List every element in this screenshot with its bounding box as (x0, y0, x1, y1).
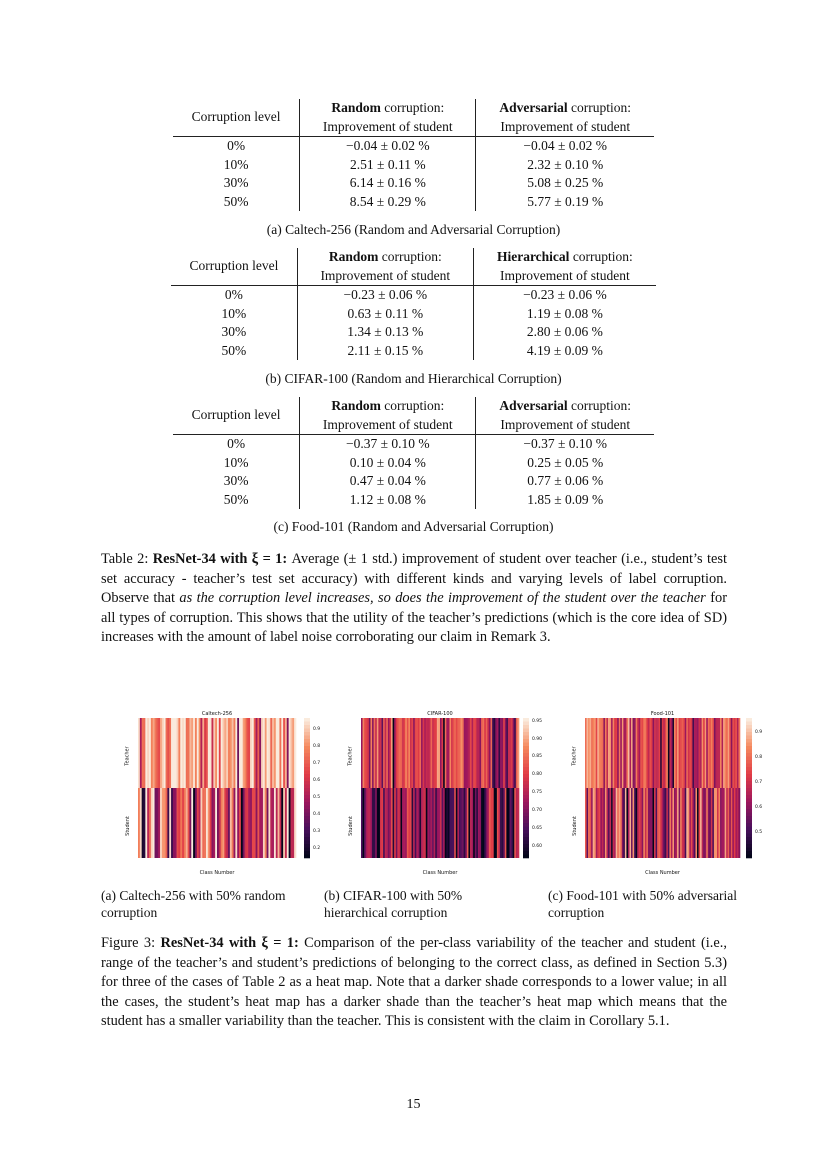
colorbar-segment (746, 855, 752, 859)
table-row: 0% −0.04 ± 0.02 % −0.04 ± 0.02 % (173, 137, 654, 156)
colorbar-segment (746, 753, 752, 757)
heatmap-title: CIFAR-100 (427, 711, 453, 717)
colorbar-tick: 0.3 (313, 829, 321, 835)
colorbar-segment (746, 736, 752, 740)
colorbar-segment (746, 743, 752, 747)
colorbar-tick: 0.5 (313, 795, 321, 801)
colorbar-segment (746, 816, 752, 820)
colorbar-segment (746, 844, 752, 848)
colorbar-segment (746, 757, 752, 761)
colorbar-tick: 0.6 (755, 805, 763, 810)
colorbar-segment (746, 841, 752, 845)
table-row: 30% 1.34 ± 0.13 % 2.80 ± 0.06 % (171, 323, 656, 342)
colorbar-segment (746, 820, 752, 824)
colorbar-segment (746, 823, 752, 827)
colorbar-segment (746, 722, 752, 726)
colorbar-segment (746, 837, 752, 841)
table-row: 50% 1.12 ± 0.08 % 1.85 ± 0.09 % (173, 491, 654, 510)
colorbar-tick: 0.60 (532, 844, 543, 850)
header-random: Random corruption: Improvement of student (300, 99, 476, 137)
colorbar-segment (746, 813, 752, 817)
colorbar-tick: 0.70 (532, 808, 543, 814)
colorbar-tick: 0.75 (532, 790, 543, 796)
header-adversarial: Adversarial corruption: Improvement of student (476, 397, 654, 435)
colorbar-segment (746, 851, 752, 855)
colorbar-segment (746, 792, 752, 796)
heatmap-title: Caltech-256 (201, 711, 233, 717)
colorbar-tick: 0.90 (532, 736, 543, 742)
heatmap-row-label: Student (571, 816, 578, 836)
colorbar-tick: 0.7 (313, 761, 321, 767)
colorbar-tick: 0.9 (755, 730, 763, 735)
colorbar-segment (746, 729, 752, 733)
heatmap-title: Food-101 (650, 711, 675, 717)
colorbar-segment (746, 778, 752, 782)
colorbar-segment (746, 746, 752, 750)
heatmap-xlabel: Class Number (422, 870, 458, 876)
header-corruption-level: Corruption level (173, 397, 300, 435)
heatmap-row-label: Student (347, 816, 354, 836)
table-row: 0% −0.23 ± 0.06 % −0.23 ± 0.06 % (171, 286, 656, 305)
colorbar-segment (746, 788, 752, 792)
colorbar-segment (746, 750, 752, 754)
colorbar-tick: 0.65 (532, 826, 543, 832)
colorbar-segment (746, 760, 752, 764)
header-random: Random corruption: Improvement of student (300, 397, 476, 435)
colorbar-tick: 0.6 (313, 778, 321, 784)
table-row: 30% 6.14 ± 0.16 % 5.08 ± 0.25 % (173, 174, 654, 193)
colorbar-segment (746, 848, 752, 852)
colorbar-tick: 0.8 (313, 744, 321, 750)
colorbar-tick: 0.95 (532, 718, 543, 724)
figure-caption-a: (a) Caltech-256 with 50% random corruption (101, 888, 286, 920)
heatmap-cell (738, 718, 740, 788)
header-hierarchical: Hierarchical corruption: Improvement of student (473, 248, 656, 286)
table-row: 30% 0.47 ± 0.04 % 0.77 ± 0.06 % (173, 472, 654, 491)
colorbar-segment (746, 795, 752, 799)
table-row: 50% 2.11 ± 0.15 % 4.19 ± 0.09 % (171, 342, 656, 361)
header-corruption-level: Corruption level (171, 248, 297, 286)
table-caption-a: (a) Caltech-256 (Random and Adversarial Corruption) (266, 222, 561, 237)
heatmap-cell (738, 788, 740, 858)
colorbar-segment (746, 806, 752, 810)
figure3-caption: Figure 3: ResNet-34 with ξ = 1: Comparison of the per-class variability of the teacher and student (i.e., range of the teacher’s and student’s predictions of belonging to the correct class, as defined in Section 5.3) for three of the cases of Table 2 as a heat map. Note that a darker shade corresponds to a lower value; in all the cases, the student’s heat map has a darker shade than the teacher’s heat map which means that the student has a smaller variability than the teacher. This is consistent with the claim in Corollary 5.1. (101, 935, 727, 1030)
colorbar-tick: 0.80 (532, 772, 543, 778)
colorbar-tick: 0.9 (313, 726, 321, 732)
colorbar-segment (746, 809, 752, 813)
colorbar-segment (746, 771, 752, 775)
table-row: 10% 0.63 ± 0.11 % 1.19 ± 0.08 % (171, 305, 656, 324)
colorbar-segment (746, 834, 752, 838)
colorbar-segment (746, 799, 752, 803)
heatmap-xlabel: Class Number (199, 870, 235, 876)
colorbar-segment (746, 802, 752, 806)
colorbar-segment (746, 764, 752, 768)
colorbar-segment (746, 827, 752, 831)
figure-caption-b: (b) CIFAR-100 with 50% hierarchical corruption (324, 888, 463, 920)
colorbar-segment (746, 725, 752, 729)
table-caption-c: (c) Food-101 (Random and Adversarial Corruption) (273, 519, 554, 534)
heatmap-row-label: Student (124, 816, 131, 836)
header-random: Random corruption: Improvement of student (297, 248, 473, 286)
colorbar-tick: 0.8 (755, 755, 763, 760)
page-number: 15 (406, 1097, 421, 1112)
colorbar-segment (746, 739, 752, 743)
heatmap-row-label: Teacher (571, 746, 578, 766)
colorbar-tick: 0.2 (313, 846, 321, 852)
header-corruption-level: Corruption level (173, 99, 300, 137)
colorbar-segment (746, 830, 752, 834)
table-caption-b: (b) CIFAR-100 (Random and Hierarchical Corruption) (265, 371, 562, 386)
table-row: 10% 0.10 ± 0.04 % 0.25 ± 0.05 % (173, 454, 654, 473)
heatmap-xlabel: Class Number (645, 870, 680, 876)
table-row: 50% 8.54 ± 0.29 % 5.77 ± 0.19 % (173, 193, 654, 212)
colorbar-tick: 0.4 (313, 812, 321, 818)
colorbar-segment (746, 785, 752, 789)
colorbar-segment (746, 718, 752, 722)
heatmap-row-label: Teacher (347, 746, 354, 766)
colorbar-segment (746, 774, 752, 778)
colorbar-tick: 0.7 (755, 780, 763, 785)
colorbar-tick: 0.5 (755, 830, 763, 835)
table-row: 10% 2.51 ± 0.11 % 2.32 ± 0.10 % (173, 156, 654, 175)
figure-caption-c: (c) Food-101 with 50% adversarial corruption (548, 888, 737, 920)
table-row: 0% −0.37 ± 0.10 % −0.37 ± 0.10 % (173, 435, 654, 454)
colorbar-segment (746, 781, 752, 785)
heatmap-row-label: Teacher (124, 746, 131, 766)
colorbar-segment (746, 732, 752, 736)
colorbar-segment (746, 767, 752, 771)
table2-caption: Table 2: ResNet-34 with ξ = 1: Average (± 1 std.) improvement of student over teacher (i.e., student’s test set accuracy - teacher’s test set accuracy) with different kinds and varying levels of label corruption. Observe that as the corruption level increases, so does the improvement of the student over the teacher for all types of corruption. This shows that the utility of the teacher’s predictions (which is the core idea of SD) increases with the amount of label noise corroborating our claim in Remark 3. (101, 551, 727, 646)
header-adversarial: Adversarial corruption: Improvement of student (476, 99, 654, 137)
colorbar-tick: 0.85 (532, 754, 543, 760)
